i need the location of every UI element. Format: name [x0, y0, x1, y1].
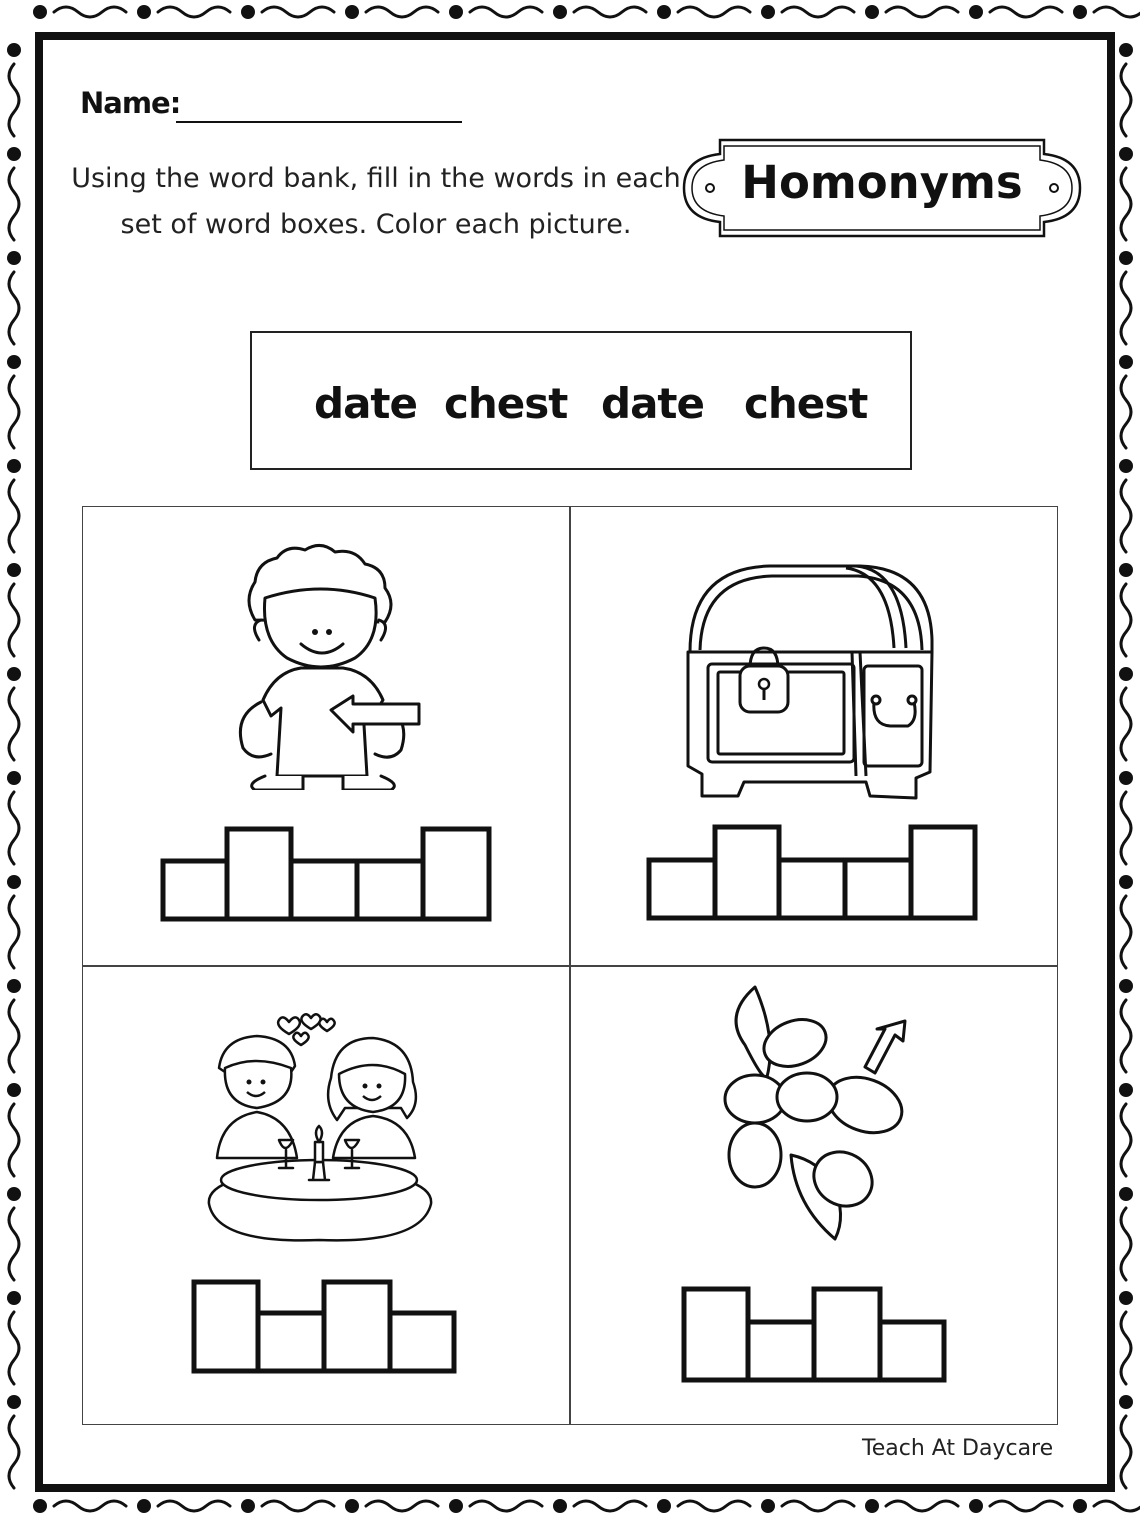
instructions-text: Using the word bank, fill in the words in each set of word boxes. Color each picture.: [71, 163, 681, 240]
name-label: Name:: [80, 86, 181, 120]
dinner-date-picture: [205, 1008, 445, 1248]
treasure-chest-picture: [680, 560, 940, 805]
letter-boxes-date-word-2[interactable]: [681, 1286, 949, 1383]
credit-text: Teach At Daycare: [862, 1436, 1054, 1461]
letter-boxes-chest-word-1[interactable]: [160, 826, 493, 922]
letter-boxes-chest-word-2[interactable]: [646, 824, 979, 921]
worksheet-title: Homonyms: [741, 156, 1023, 209]
grid-divider-horizontal: [82, 965, 1058, 967]
word-bank-word: chest: [744, 379, 868, 428]
letter-boxes-date-word-1[interactable]: [191, 1279, 459, 1374]
word-bank-word: date: [314, 379, 417, 428]
date-fruit-picture: [715, 985, 925, 1245]
boy-pointing-picture: [225, 540, 425, 790]
word-bank-word: chest: [444, 379, 568, 428]
name-field[interactable]: [176, 121, 462, 123]
word-bank-word: date: [601, 379, 704, 428]
